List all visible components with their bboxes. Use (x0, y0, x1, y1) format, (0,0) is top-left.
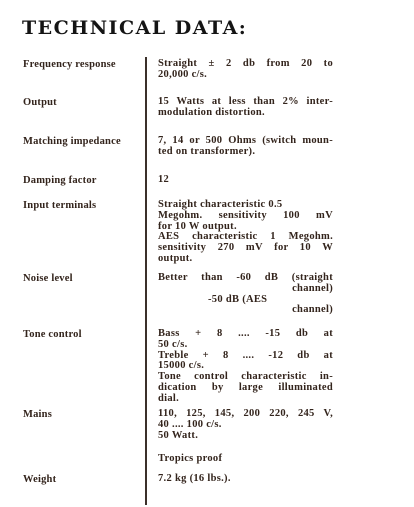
spec-label: Tone control (23, 329, 82, 340)
spec-value (158, 474, 333, 485)
spec-value-line: Treble + 8 .... -12 db at (158, 349, 333, 361)
spec-label: Damping factor (23, 175, 97, 186)
spec-value-line: 15 Watts at less than 2% inter- (158, 96, 333, 107)
spec-value-line: channel) (292, 282, 333, 294)
spec-value-line: 40 .... 100 c/s. (158, 418, 222, 430)
spec-label: Mains (23, 409, 53, 420)
spec-label: Noise level (23, 273, 73, 284)
spec-value (158, 175, 333, 186)
spec-value-line: AES characteristic 1 Megohm. (158, 231, 333, 243)
spec-label: Weight (23, 474, 57, 485)
spec-value-line: sensitivity 270 mV for 10 W (158, 242, 333, 254)
spec-value (158, 273, 333, 316)
spec-value-line: dication by large illuminated (158, 381, 333, 393)
spec-value-line: Better than -60 dB (straight (158, 272, 333, 283)
spec-value-line: dial. (158, 392, 180, 404)
spec-value-line: 15000 c/s. (158, 360, 205, 372)
spec-value-line: output. (158, 252, 193, 264)
spec-value-line: 50 Watt. (158, 429, 199, 441)
spec-value (158, 97, 333, 119)
spec-value (158, 136, 333, 158)
spec-value-line: Bass + 8 .... -15 db at (158, 328, 333, 339)
spec-value-line: for 10 W output. (158, 220, 237, 232)
spec-value (158, 329, 333, 405)
spec-label: Matching impedance (23, 136, 121, 147)
spec-value-line: 12 (158, 174, 170, 185)
spec-value-line: Straight characteristic 0.5 (158, 199, 283, 210)
spec-value-line: 7, 14 or 500 Ohms (switch moun- (158, 135, 333, 146)
spec-value-line: 7.2 kg (16 lbs.). (158, 473, 231, 484)
spec-value-line: ted on transformer). (158, 145, 256, 157)
page-title: TECHNICAL DATA: (22, 17, 248, 39)
spec-label: Output (23, 97, 57, 108)
spec-label: Input terminals (23, 200, 97, 211)
tropics-proof-note: Tropics proof (158, 453, 223, 465)
spec-value (158, 200, 333, 265)
spec-value (158, 59, 333, 81)
spec-value (158, 409, 333, 465)
spec-value-line: 20,000 c/s. (158, 68, 208, 80)
spec-value-line: 110, 125, 145, 200 220, 245 V, (158, 408, 333, 419)
spec-value-line: Tone control characteristic in- (158, 371, 333, 383)
spec-value-line: Megohm. sensitivity 100 mV (158, 209, 333, 221)
spec-value-line: channel) (292, 304, 333, 316)
column-divider (145, 57, 147, 505)
spec-value-line: 50 c/s. (158, 338, 188, 350)
spec-value-line: modulation distortion. (158, 106, 265, 118)
spec-label: Frequency response (23, 59, 116, 70)
spec-value-line: -50 dB (AES (208, 293, 268, 305)
spec-value-line: Straight ± 2 db from 20 to (158, 58, 333, 69)
